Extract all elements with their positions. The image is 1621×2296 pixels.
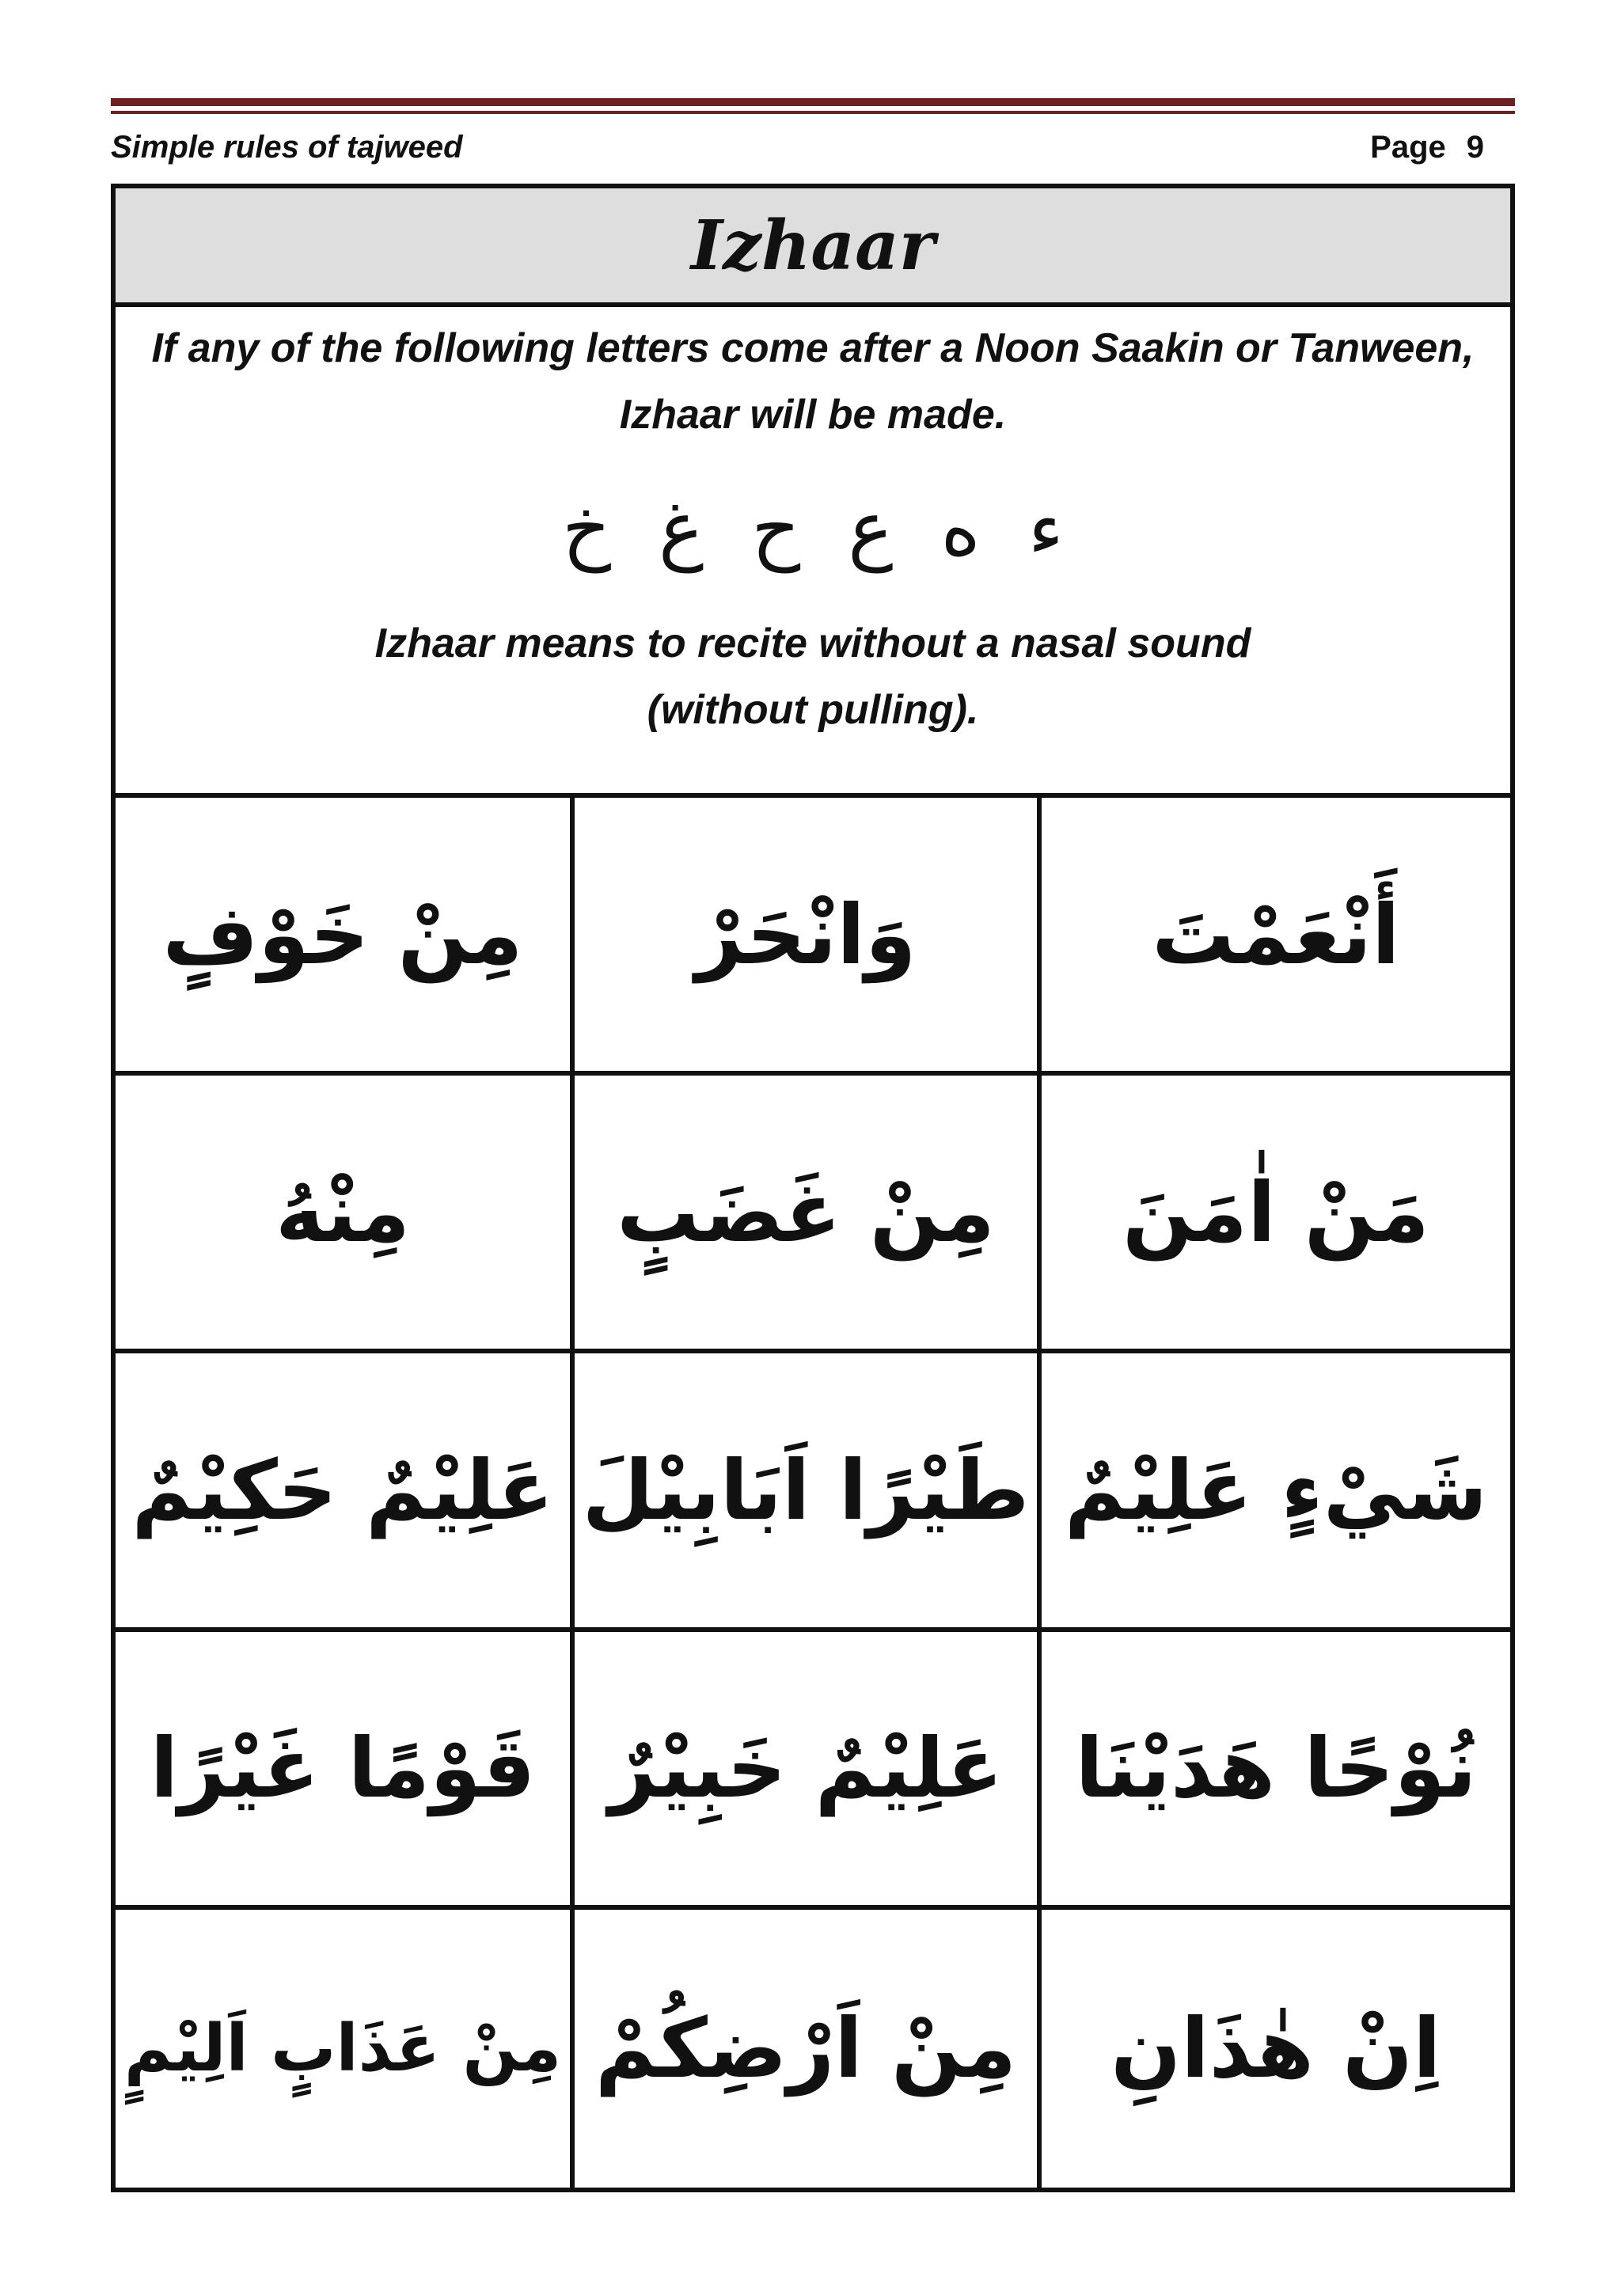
page-label: Page [1370,129,1446,165]
example-cell: مِنْ عَذَابٍ اَلِيْمٍ [116,1910,575,2188]
example-cell: اِنْ هٰذَانِ [1110,2000,1441,2097]
example-cell: أَنْعَمْتَ [1042,798,1510,1076]
letter-khaa: خ [562,484,611,573]
letter-haa: ح [751,484,801,573]
izhaar-letters [116,477,1510,580]
section-title: Izhaar [116,188,1510,307]
intro-panel [116,307,1510,798]
example-cell: قَوْمًا غَيْرًا [116,1632,575,1910]
example-cell: مِنْ اَرْضِكُمْ [575,1910,1042,2188]
example-cell: طَيْرًا اَبَابِيْلَ [575,1353,1042,1631]
example-cell: مَنْ اٰمَنَ [1042,1076,1510,1353]
example-cell: مِنْ غَضَبٍ [575,1076,1042,1353]
example-cell: نُوْحًا هَدَيْنَا [1042,1632,1510,1910]
example-cell: شَيْءٍ عَلِيْمٌ [1042,1353,1510,1631]
letter-ha: ه [940,484,981,573]
letter-ghain: غ [659,484,704,573]
example-cell: مِنْ خَوْفٍ [116,798,575,1076]
letter-hamza: ء [1027,484,1064,573]
running-title: Simple rules of tajweed [111,129,463,165]
meaning-text [147,610,1479,743]
example-cell: عَلِيْمٌ خَبِيْرٌ [575,1632,1042,1910]
page-number: 9 [1466,129,1484,165]
example-cell: عَلِيْمٌ حَكِيْمٌ [116,1353,575,1631]
example-cell: وَانْحَرْ [575,798,1042,1076]
example-cell: مِنْهُ [116,1076,575,1353]
meaning-line-1: Izhaar means to recite without a nasal sound [374,620,1251,666]
lesson-frame [111,184,1515,2192]
letter-ain: ع [848,484,894,573]
header-rule-thin [111,111,1515,114]
running-header [111,123,1484,171]
page-number-label [1370,130,1484,165]
header-rule-thick [111,98,1515,106]
meaning-line-2: (without pulling). [647,687,979,733]
examples-table [116,798,1510,2188]
rule-text: If any of the following letters come after a Noon Saakin or Tanween, Izhaar will be made. [151,325,1475,438]
